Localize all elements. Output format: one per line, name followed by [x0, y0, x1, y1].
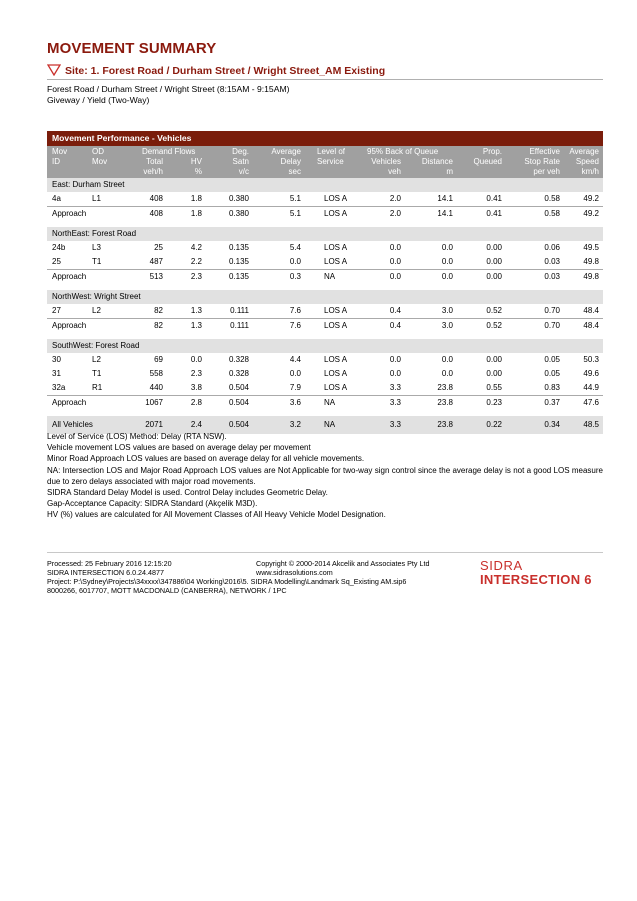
footer-license: 8000266, 6017707, MOTT MACDONALD (CANBERRA), NETWORK / 1PC: [47, 586, 287, 595]
header-avg-speed-2: Speed: [575, 157, 599, 166]
header-deg-satn-1: Deg.: [232, 147, 249, 156]
cell-prop: 0.41: [486, 209, 502, 218]
cell-hv: 1.3: [190, 321, 202, 330]
header-avg-delay-2: Delay: [280, 157, 301, 166]
cell-los: NA: [324, 272, 336, 281]
cell-speed: 50.3: [583, 355, 599, 364]
cell-stop: 0.70: [544, 321, 560, 330]
cell-hv: 4.2: [190, 243, 202, 252]
cell-delay: 7.9: [289, 383, 301, 392]
note-hv: HV (%) values are calculated for All Movement Classes of All Heavy Vehicle Model Designation.: [47, 510, 386, 520]
cell-total: 513: [149, 272, 163, 281]
cell-stop: 0.58: [544, 209, 560, 218]
sidra-logo-line2: INTERSECTION 6: [480, 572, 592, 587]
cell-total: 82: [154, 306, 163, 315]
cell-prop: 0.00: [486, 355, 502, 364]
cell-satn: 0.380: [228, 209, 249, 218]
cell-satn: 0.380: [228, 194, 249, 203]
cell-mov: L2: [92, 306, 101, 315]
cell-hv: 2.4: [190, 420, 202, 429]
header-prop-queued-1: Prop.: [482, 147, 502, 156]
cell-veh: 0.0: [389, 272, 401, 281]
page-title: MOVEMENT SUMMARY: [47, 40, 217, 57]
approach-group-header: NorthWest: Wright Street: [47, 290, 603, 304]
header-mov-id-2: ID: [52, 157, 60, 166]
footer-divider: [47, 552, 603, 553]
cell-dist: 23.8: [437, 398, 453, 407]
cell-mov: T1: [92, 369, 102, 378]
cell-stop: 0.03: [544, 257, 560, 266]
header-stop-rate-1: Effective: [529, 147, 560, 156]
table-row: [47, 255, 603, 269]
table-body: [47, 178, 603, 434]
cell-total: 2071: [145, 420, 163, 429]
cell-satn: 0.135: [228, 243, 249, 252]
cell-id: 24b: [52, 243, 66, 252]
header-od-mov-1: OD: [92, 147, 104, 156]
cell-mov: L1: [92, 194, 101, 203]
table-row: [47, 381, 603, 395]
cell-prop: 0.52: [486, 306, 502, 315]
cell-stop: 0.03: [544, 272, 560, 281]
cell-total: 408: [149, 209, 163, 218]
cell-total: 408: [149, 194, 163, 203]
approach-row: [47, 318, 603, 333]
cell-los: LOS A: [324, 194, 348, 203]
cell-los: LOS A: [324, 383, 348, 392]
cell-veh: 0.0: [389, 355, 401, 364]
cell-stop: 0.37: [544, 398, 560, 407]
header-mov-id-1: Mov: [52, 147, 68, 156]
cell-satn: 0.111: [230, 306, 249, 315]
cell-veh: 0.0: [389, 243, 401, 252]
cell-delay: 7.6: [289, 321, 301, 330]
table-row: [47, 353, 603, 367]
cell-id: 31: [52, 369, 61, 378]
cell-dist: 0.0: [441, 369, 453, 378]
cell-total: 82: [154, 321, 163, 330]
table-title: Movement Performance - Vehicles: [47, 131, 603, 146]
cell-satn: 0.135: [228, 257, 249, 266]
cell-hv: 1.8: [190, 209, 202, 218]
cell-satn: 0.504: [228, 398, 249, 407]
notes: [47, 431, 603, 521]
note-na: NA: Intersection LOS and Major Road Approach LOS values are Not Applicable for two-way sign control since the average delay is not a good LOS measure due to zero delays associated with major road movements.: [47, 465, 603, 486]
cell-total: 25: [154, 243, 163, 252]
approach-row: [47, 395, 603, 410]
cell-prop: 0.00: [486, 257, 502, 266]
footer-processed: Processed: 25 February 2016 12:15:20: [47, 559, 172, 568]
cell-speed: 47.6: [583, 398, 599, 407]
approach-group-header: SouthWest: Forest Road: [47, 339, 603, 353]
cell-delay: 5.1: [289, 194, 301, 203]
approach-group-header: NorthEast: Forest Road: [47, 227, 603, 241]
cell-los: LOS A: [324, 355, 348, 364]
cell-speed: 48.5: [583, 420, 599, 429]
cell-id: Approach: [52, 398, 87, 407]
cell-total: 440: [149, 383, 163, 392]
header-od-mov-2: Mov: [92, 157, 108, 166]
header-vehicles-1: Vehicles: [371, 157, 401, 166]
cell-satn: 0.504: [228, 420, 249, 429]
cell-dist: 23.8: [437, 383, 453, 392]
header-stop-rate-2: Stop Rate: [524, 157, 560, 166]
site-description: Forest Road / Durham Street / Wright Street (8:15AM - 9:15AM): [47, 84, 290, 94]
cell-prop: 0.55: [486, 383, 502, 392]
cell-mov: L2: [92, 355, 101, 364]
cell-delay: 3.6: [289, 398, 301, 407]
cell-mov: L3: [92, 243, 101, 252]
cell-hv: 1.3: [190, 306, 202, 315]
header-avg-speed-3: km/h: [581, 167, 599, 176]
cell-stop: 0.58: [544, 194, 560, 203]
cell-hv: 0.0: [190, 355, 202, 364]
cell-delay: 3.2: [289, 420, 301, 429]
header-los-2: Service: [317, 157, 344, 166]
cell-id: 4a: [52, 194, 61, 203]
site-name: Site: 1. Forest Road / Durham Street / Wright Street_AM Existing: [65, 65, 386, 77]
cell-hv: 3.8: [190, 383, 202, 392]
cell-mov: T1: [92, 257, 102, 266]
cell-dist: 3.0: [441, 321, 453, 330]
cell-delay: 0.3: [289, 272, 301, 281]
cell-id: Approach: [52, 321, 87, 330]
cell-id: 25: [52, 257, 61, 266]
cell-speed: 49.5: [583, 243, 599, 252]
cell-prop: 0.23: [486, 398, 502, 407]
cell-delay: 0.0: [289, 369, 301, 378]
header-deg-satn-2: Satn: [232, 157, 249, 166]
cell-veh: 0.0: [389, 369, 401, 378]
note-vehicle-los: Vehicle movement LOS values are based on average delay per movement: [47, 443, 311, 453]
header-total-1: Total: [146, 157, 163, 166]
cell-veh: 2.0: [389, 209, 401, 218]
header-avg-delay-3: sec: [288, 167, 301, 176]
header-vehicles-2: veh: [388, 167, 401, 176]
cell-prop: 0.00: [486, 272, 502, 281]
header-demand-flows: Demand Flows: [142, 147, 196, 156]
cell-speed: 49.8: [583, 272, 599, 281]
cell-veh: 3.3: [389, 420, 401, 429]
footer-website: www.sidrasolutions.com: [256, 568, 333, 577]
cell-los: LOS A: [324, 257, 348, 266]
cell-speed: 48.4: [583, 306, 599, 315]
cell-delay: 5.4: [289, 243, 301, 252]
footer-project: Project: P:\Sydney\Projects\34xxxx\347886\04 Working\2016\5. SIDRA Modelling\Landmark Sq_Existing AM.sip6: [47, 577, 407, 586]
cell-stop: 0.05: [544, 355, 560, 364]
approach-group-header: East: Durham Street: [47, 178, 603, 192]
movement-performance-table: [47, 131, 603, 434]
cell-veh: 2.0: [389, 194, 401, 203]
header-prop-queued-2: Queued: [473, 157, 502, 166]
note-minor-road: Minor Road Approach LOS values are based on average delay for all vehicle movements.: [47, 454, 365, 464]
cell-veh: 0.0: [389, 257, 401, 266]
cell-id: Approach: [52, 209, 87, 218]
header-deg-satn-3: v/c: [238, 167, 249, 176]
cell-id: 30: [52, 355, 61, 364]
cell-stop: 0.70: [544, 306, 560, 315]
cell-stop: 0.34: [544, 420, 560, 429]
cell-prop: 0.00: [486, 243, 502, 252]
cell-veh: 0.4: [389, 321, 401, 330]
header-distance-2: m: [446, 167, 453, 176]
header-back-of-queue: 95% Back of Queue: [367, 147, 439, 156]
approach-row: [47, 206, 603, 221]
cell-speed: 44.9: [583, 383, 599, 392]
site-heading: [47, 64, 603, 80]
cell-delay: 0.0: [289, 257, 301, 266]
header-hv-1: HV: [190, 157, 202, 166]
triangle-down-icon: [47, 64, 61, 76]
cell-dist: 0.0: [441, 243, 453, 252]
cell-speed: 49.2: [583, 209, 599, 218]
control-type: Giveway / Yield (Two-Way): [47, 95, 150, 105]
cell-dist: 14.1: [437, 194, 453, 203]
cell-los: LOS A: [324, 369, 348, 378]
cell-speed: 48.4: [583, 321, 599, 330]
cell-satn: 0.328: [228, 369, 249, 378]
cell-los: LOS A: [324, 321, 348, 330]
cell-satn: 0.135: [228, 272, 249, 281]
header-avg-delay-1: Average: [271, 147, 301, 156]
cell-prop: 0.00: [486, 369, 502, 378]
header-total-2: veh/h: [143, 167, 163, 176]
cell-satn: 0.111: [230, 321, 249, 330]
footer-copyright: Copyright © 2000-2014 Akcelik and Associates Pty Ltd: [256, 559, 430, 568]
cell-hv: 1.8: [190, 194, 202, 203]
cell-id: 27: [52, 306, 61, 315]
cell-mov: R1: [92, 383, 103, 392]
cell-delay: 4.4: [289, 355, 301, 364]
cell-los: NA: [324, 420, 336, 429]
cell-total: 487: [149, 257, 163, 266]
table-row: [47, 241, 603, 255]
approach-row: [47, 269, 603, 284]
note-los-method: Level of Service (LOS) Method: Delay (RTA NSW).: [47, 432, 227, 441]
footer-version: SIDRA INTERSECTION 6.0.24.4877: [47, 568, 165, 577]
cell-dist: 14.1: [437, 209, 453, 218]
cell-dist: 3.0: [441, 306, 453, 315]
cell-total: 1067: [145, 398, 163, 407]
cell-speed: 49.8: [583, 257, 599, 266]
cell-id: 32a: [52, 383, 66, 392]
cell-speed: 49.2: [583, 194, 599, 203]
cell-total: 69: [154, 355, 163, 364]
cell-los: LOS A: [324, 243, 348, 252]
header-distance-1: Distance: [421, 157, 453, 166]
cell-hv: 2.8: [190, 398, 202, 407]
cell-prop: 0.41: [486, 194, 502, 203]
table-header: [47, 146, 603, 178]
cell-los: LOS A: [324, 306, 348, 315]
table-row: [47, 192, 603, 206]
cell-id: All Vehicles: [52, 420, 93, 429]
header-stop-rate-3: per veh: [533, 167, 560, 176]
cell-hv: 2.3: [190, 272, 202, 281]
cell-satn: 0.504: [228, 383, 249, 392]
cell-satn: 0.328: [228, 355, 249, 364]
note-gap-acceptance: Gap-Acceptance Capacity: SIDRA Standard (Akçelik M3D).: [47, 499, 258, 509]
cell-delay: 7.6: [289, 306, 301, 315]
cell-los: NA: [324, 398, 336, 407]
cell-hv: 2.3: [190, 369, 202, 378]
note-delay-model: SIDRA Standard Delay Model is used. Control Delay includes Geometric Delay.: [47, 488, 328, 498]
cell-dist: 0.0: [441, 355, 453, 364]
cell-veh: 3.3: [389, 398, 401, 407]
header-hv-2: %: [194, 167, 202, 176]
cell-stop: 0.83: [544, 383, 560, 392]
cell-veh: 3.3: [389, 383, 401, 392]
cell-dist: 0.0: [441, 272, 453, 281]
cell-stop: 0.06: [544, 243, 560, 252]
cell-los: LOS A: [324, 209, 348, 218]
cell-delay: 5.1: [289, 209, 301, 218]
cell-dist: 23.8: [437, 420, 453, 429]
header-los-1: Level of: [317, 147, 346, 156]
cell-veh: 0.4: [389, 306, 401, 315]
cell-prop: 0.52: [486, 321, 502, 330]
cell-speed: 49.6: [583, 369, 599, 378]
cell-prop: 0.22: [486, 420, 502, 429]
table-row: [47, 304, 603, 318]
cell-id: Approach: [52, 272, 87, 281]
sidra-logo-line1: SIDRA: [480, 558, 523, 573]
header-avg-speed-1: Average: [569, 147, 599, 156]
cell-total: 558: [149, 369, 163, 378]
cell-stop: 0.05: [544, 369, 560, 378]
cell-hv: 2.2: [190, 257, 202, 266]
table-row: [47, 367, 603, 381]
cell-dist: 0.0: [441, 257, 453, 266]
